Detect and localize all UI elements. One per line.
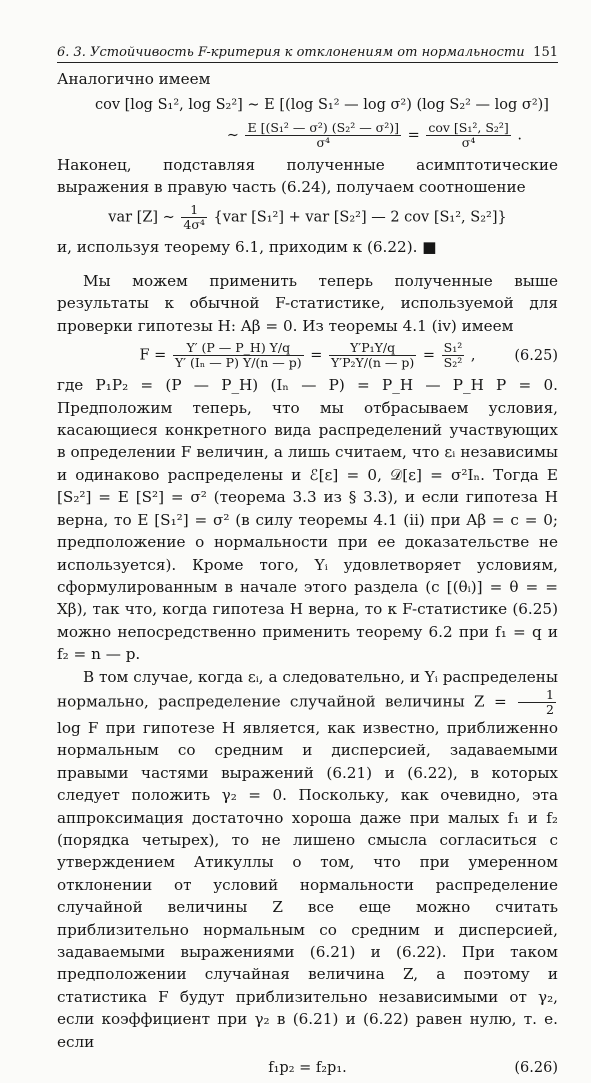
fraction: $\frac{1}{\text{4σ⁴}}$ [183,201,205,232]
page-body [57,68,558,1083]
header-title: 6. 3. Устойчивость F-критерия к отклонениям от нормальности [57,45,525,60]
paragraph: Аналогично имеем [57,70,211,88]
paragraph: где P₁P₂ = (P — P_H) (Iₙ — P) = P_H — P_H P = 0. Предположим теперь, что мы отбрасываем условия, касающиеся конкретного вида распределений участвующих в определении F величин, а лишь считаем, что εᵢ независимы и одинаково распределены и ℰ[ε] = 0, 𝒟[ε] = σ²Iₙ. Тогда E [S₂²] = E [S²] = σ² (теорема 3.3 из § 3.3), и если гипотеза H верна, то E [S₁²] = σ² (в силу теоремы 4.1 (ii) при Aβ = c = 0; предположение о нормальности при ее доказательстве не используется). Кроме того, Yᵢ удовлетворяет условиям, сформулированным в начале этого раздела (с [(θᵢ)] = θ = = Xβ), так что, когда гипотеза H верна, то к F-статистике (6.25) можно непосредственно применить теорему 6.2 при f₁ = q и f₂ = n — p. [57,376,558,664]
fraction: $\frac{Y' (P — P\_H) Y/q}{\text{Y′ (Iₙ — P) Y/(n — p)}}$ [174,340,302,371]
paragraph: и, используя теорему 6.1, приходим к (6.22). ■ [57,237,437,256]
fraction: $\frac{\text{S₁²}}{\text{S₂²}}$ [443,340,463,371]
equation-var: var [Z] ∼ $\frac{1}{\text{4σ⁴}}$ {var [S₁²] + var [S₂²] — 2 cov [S₁², S₂²]} [108,201,507,232]
equation-cov-line2: ∼ $\frac{\text{E [(S₁² — σ²) (S₂² — σ²)]}}{\text{σ⁴}}$ = $\frac{\text{cov [S₁², S₂²]}}{\text{σ⁴}}$ . [226,119,522,150]
equation-number: (6.25) [514,347,558,364]
paragraph: Мы можем применить теперь полученные выше результаты к обычной F-статистике, используемой для проверки гипотезы H: Aβ = 0. Из теоремы 4.1 (iv) имеем [57,272,558,335]
equation-6-25: F = $\frac{Y' (P — P\_H) Y/q}{\text{Y′ (Iₙ — P) Y/(n — p)}}$ = $\frac{\text{Y′P₁Y/q}}{\text{Y′P₂Y/(n — p)}}$ = $\frac{\text{S₁²}}{\text{S₂²}}$ , (6.25) [139,340,558,371]
equation-cov-line1: cov [log S₁², log S₂²] ∼ E [(log S₁² — log σ²) (log S₂² — log σ²)] [95,97,549,114]
fraction: $\frac{\text{Y′P₁Y/q}}{\text{Y′P₂Y/(n — p)}}$ [331,340,415,371]
paragraph: Наконец, подставляя полученные асимптотические выражения в правую часть (6.24), получаем соотношение [57,155,558,197]
fraction: $\frac{1}{2}$ [518,688,556,717]
running-header [57,36,558,63]
paragraph: В том случае, когда εᵢ, а следовательно, и Yᵢ распределены нормально, распределение случайной величины Z = $\frac{1}{2}$ log F при гипотезе H является, как известно, приближенно нормальным со средним и дисперсией, задаваемыми правыми частями выражений (6.21) и (6.22), в которых следует положить γ₂ = 0. Поскольку, как очевидно, эта аппроксимация достаточно хороша даже при малых f₁ и f₂ (порядка четырех), то не лишено смысла согласиться с утверждением Атикуллы о том, что при умеренном отклонении от условий нормальности распределение случайной величины Z все еще можно считать приблизительно нормальным со средним и дисперсией, задаваемыми выражениями (6.21) и (6.22). При таком предположении случайная величина Z, а поэтому и статистика F будут приблизительно независимыми от γ₂, если коэффициент при γ₂ в (6.21) и (6.22) равен нулю, т. е. если [57,667,558,1051]
page-number: 151 [533,45,558,60]
fraction: $\frac{\text{cov [S₁², S₂²]}}{\text{σ⁴}}$ [428,119,509,150]
fraction: $\frac{\text{E [(S₁² — σ²) (S₂² — σ²)]}}{\text{σ⁴}}$ [247,119,399,150]
equation-6-26: f₁p₂ = f₂p₁. (6.26) [57,1057,558,1079]
equation-number: (6.26) [514,1060,558,1077]
